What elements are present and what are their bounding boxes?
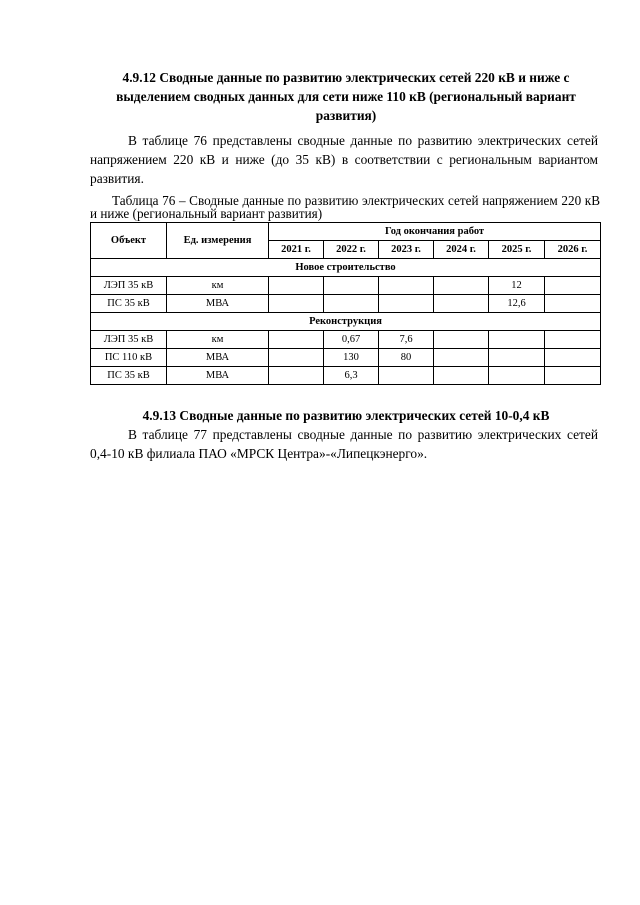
cell-value: [489, 349, 545, 367]
cell-value: [434, 277, 489, 295]
heading-line: развития): [315, 108, 377, 123]
cell-value: 12: [489, 277, 545, 295]
table-header-row: [91, 223, 601, 241]
table-row: [91, 349, 601, 367]
cell-value: 12,6: [489, 295, 545, 313]
cell-value: [545, 349, 601, 367]
cell-value: [545, 367, 601, 385]
cell-value: [379, 277, 434, 295]
cell-value: [489, 367, 545, 385]
cell-value: [434, 331, 489, 349]
cell-value: [324, 295, 379, 313]
col-header-object: Объект: [91, 223, 167, 259]
col-header-year: 2023 г.: [379, 241, 434, 259]
cell-value: 6,3: [324, 367, 379, 385]
col-header-year-group: Год окончания работ: [269, 223, 601, 241]
table-caption: Таблица 76 – Сводные данные по развитию электрических сетей напряжением 220 кВ и ниже (региональный вариант развития): [90, 193, 600, 221]
cell-value: [269, 277, 324, 295]
paragraph-table77-intro: В таблице 77 представлены сводные данные по развитию электрических сетей 0,4-10 кВ филиала ПАО «МРСК Центра»-«Липецкэнерго».: [90, 427, 598, 461]
cell-value: [379, 367, 434, 385]
cell-value: [269, 349, 324, 367]
cell-object: ПС 35 кВ: [91, 367, 167, 385]
cell-object: ЛЭП 35 кВ: [91, 331, 167, 349]
cell-value: [545, 331, 601, 349]
col-header-year: 2025 г.: [489, 241, 545, 259]
table-section-row: [91, 313, 601, 331]
table-row: [91, 367, 601, 385]
cell-value: [324, 277, 379, 295]
cell-value: [489, 331, 545, 349]
cell-object: ЛЭП 35 кВ: [91, 277, 167, 295]
paragraph-table76-intro: В таблице 76 представлены сводные данные по развитию электрических сетей напряжением 220 кВ и ниже (до 35 кВ) в соответствии с региональным вариантом развития.: [90, 133, 598, 186]
heading-line: 4.9.12 Сводные данные по развитию электрических сетей 220 кВ и ниже с: [122, 70, 570, 85]
cell-value: 130: [324, 349, 379, 367]
section-heading-4-9-13: 4.9.13 Сводные данные по развитию электрических сетей 10-0,4 кВ: [142, 408, 550, 423]
cell-value: [545, 277, 601, 295]
cell-value: [434, 295, 489, 313]
col-header-unit: Ед. измерения: [167, 223, 269, 259]
cell-value: [545, 295, 601, 313]
cell-value: [269, 331, 324, 349]
cell-value: [379, 295, 434, 313]
col-header-year: 2024 г.: [434, 241, 489, 259]
section-title: Новое строительство: [91, 259, 601, 277]
section-heading-4-9-12: [92, 68, 600, 125]
cell-value: [434, 367, 489, 385]
cell-value: 80: [379, 349, 434, 367]
cell-value: 7,6: [379, 331, 434, 349]
cell-value: [269, 295, 324, 313]
cell-unit: км: [167, 277, 269, 295]
table-row: [91, 295, 601, 313]
cell-unit: км: [167, 331, 269, 349]
table-row: [91, 331, 601, 349]
cell-unit: МВА: [167, 367, 269, 385]
cell-unit: МВА: [167, 349, 269, 367]
col-header-year: 2026 г.: [545, 241, 601, 259]
col-header-year: 2022 г.: [324, 241, 379, 259]
summary-table-76: [90, 222, 601, 385]
cell-object: ПС 110 кВ: [91, 349, 167, 367]
table-row: [91, 277, 601, 295]
cell-unit: МВА: [167, 295, 269, 313]
cell-value: [434, 349, 489, 367]
cell-object: ПС 35 кВ: [91, 295, 167, 313]
table-section-row: [91, 259, 601, 277]
col-header-year: 2021 г.: [269, 241, 324, 259]
section-title: Реконструкция: [91, 313, 601, 331]
cell-value: [269, 367, 324, 385]
heading-line: выделением сводных данных для сети ниже 110 кВ (региональный вариант: [116, 89, 576, 104]
cell-value: 0,67: [324, 331, 379, 349]
